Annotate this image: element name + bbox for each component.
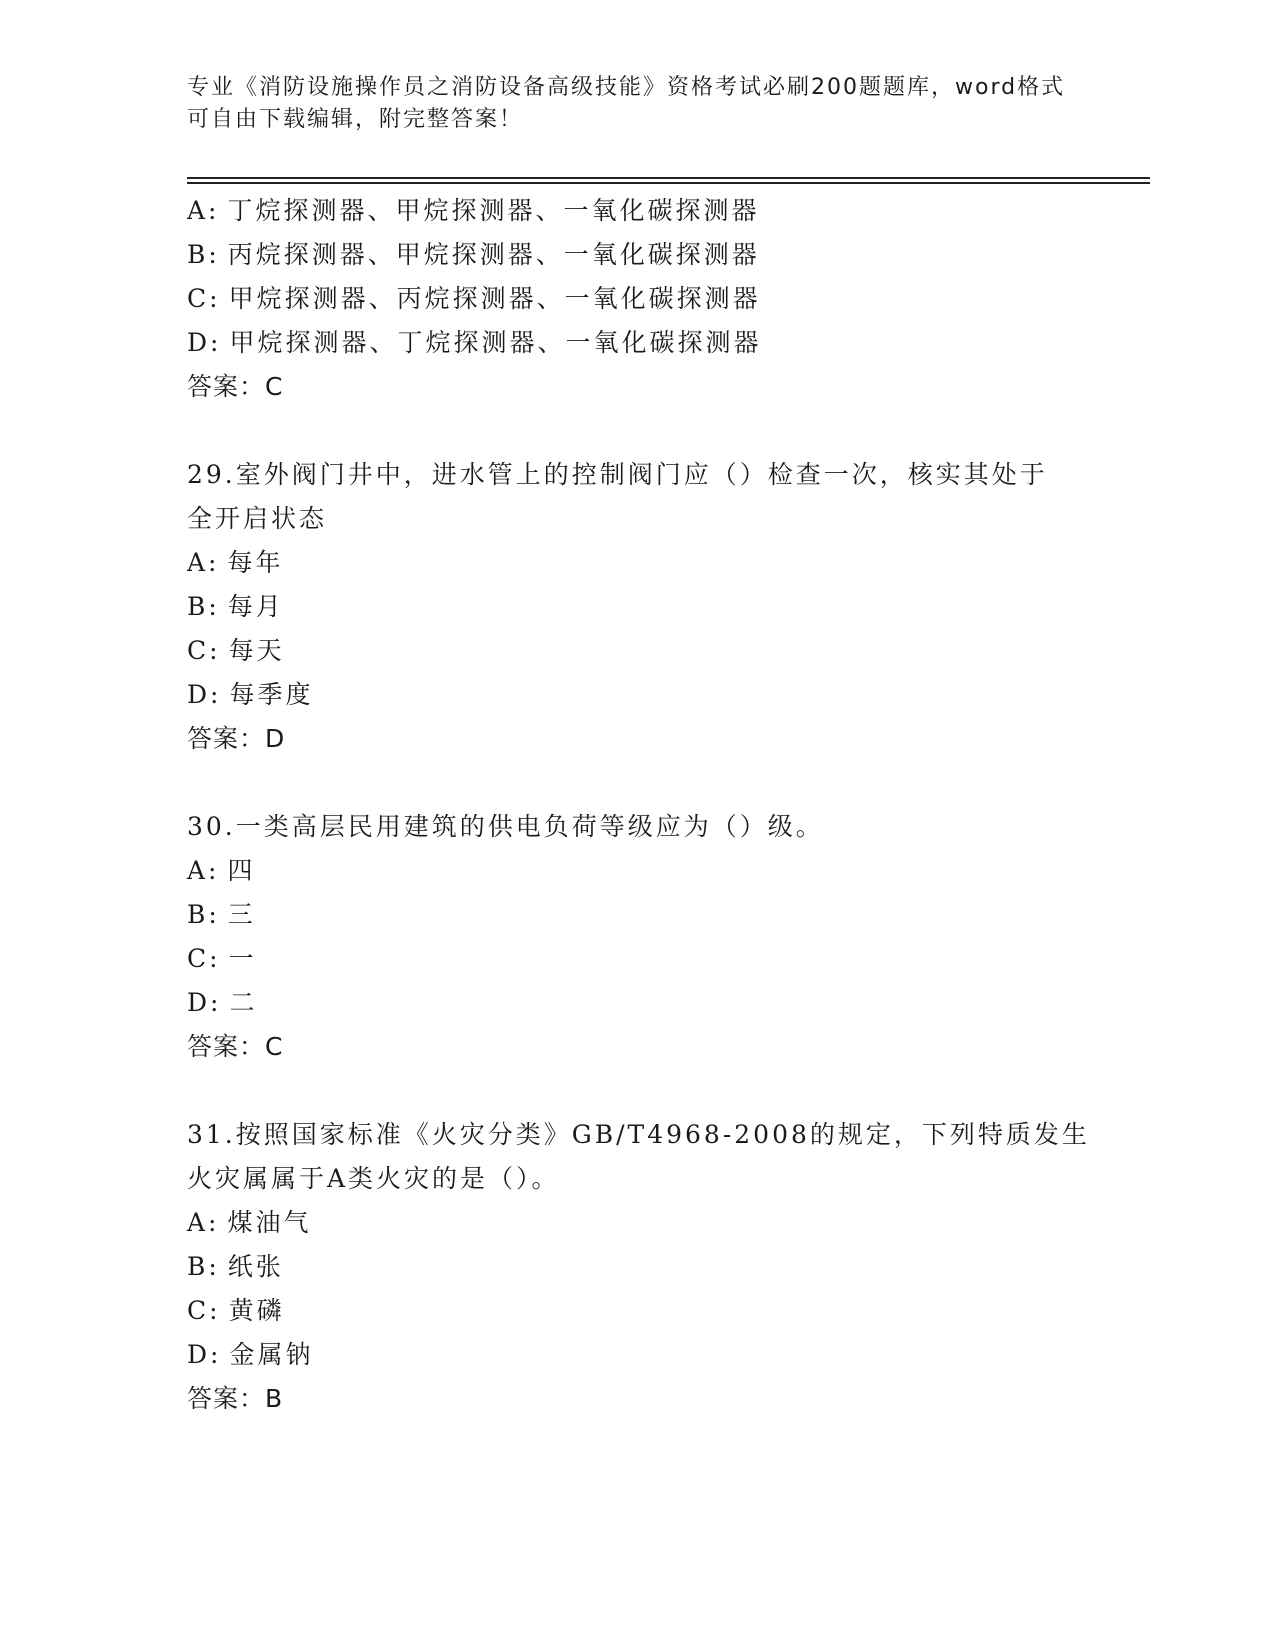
option-label: A: bbox=[187, 196, 220, 225]
q28-option-c bbox=[187, 284, 761, 314]
q30-option-d bbox=[187, 988, 257, 1018]
option-text: 一 bbox=[228, 944, 257, 973]
q31-stem-line-1: 31.按照国家标准《火灾分类》GB/T4968-2008的规定，下列特质发生 bbox=[187, 1120, 1090, 1149]
q29-answer: 答案：D bbox=[187, 724, 286, 753]
q29-option-b bbox=[187, 592, 284, 622]
header-divider-bottom bbox=[187, 182, 1150, 184]
q28-option-b bbox=[187, 240, 760, 270]
q29-option-c bbox=[187, 636, 285, 666]
option-label: A: bbox=[187, 1208, 220, 1237]
q31-option-b bbox=[187, 1252, 284, 1282]
option-text: 每季度 bbox=[229, 680, 314, 709]
option-label: C: bbox=[187, 636, 221, 665]
q29-stem-line-2: 全开启状态 bbox=[187, 504, 328, 533]
q31-option-d bbox=[187, 1340, 313, 1370]
option-text: 四 bbox=[227, 856, 256, 885]
option-label: D: bbox=[187, 988, 222, 1017]
option-text: 每年 bbox=[227, 548, 284, 577]
q31-option-a bbox=[187, 1208, 312, 1238]
q31-answer: 答案：B bbox=[187, 1384, 284, 1413]
option-label: C: bbox=[187, 944, 221, 973]
option-label: D: bbox=[187, 1340, 222, 1369]
q28-option-d bbox=[187, 328, 761, 358]
option-label: C: bbox=[187, 284, 221, 313]
option-text: 丁烷探测器、甲烷探测器、一氧化碳探测器 bbox=[227, 196, 760, 225]
q31-option-c bbox=[187, 1296, 285, 1326]
option-text: 二 bbox=[229, 988, 258, 1017]
option-label: A: bbox=[187, 856, 220, 885]
option-text: 每月 bbox=[227, 592, 284, 621]
q30-answer: 答案：C bbox=[187, 1032, 284, 1061]
option-label: B: bbox=[187, 592, 220, 621]
option-text: 煤油气 bbox=[227, 1208, 312, 1237]
q31-stem-line-2: 火灾属属于A类火灾的是（）。 bbox=[187, 1164, 560, 1193]
option-text: 纸张 bbox=[227, 1252, 284, 1281]
q30-option-a bbox=[187, 856, 256, 886]
option-label: D: bbox=[187, 680, 222, 709]
q30-stem-line-1: 30.一类高层民用建筑的供电负荷等级应为（）级。 bbox=[187, 812, 824, 841]
option-text: 黄磷 bbox=[228, 1296, 285, 1325]
q28-answer: 答案：C bbox=[187, 372, 284, 401]
option-label: D: bbox=[187, 328, 222, 357]
option-text: 三 bbox=[227, 900, 256, 929]
q29-option-a bbox=[187, 548, 284, 578]
option-label: B: bbox=[187, 900, 220, 929]
q30-option-c bbox=[187, 944, 257, 974]
q28-option-a bbox=[187, 196, 760, 226]
q29-stem-line-1: 29.室外阀门井中，进水管上的控制阀门应（）检查一次，核实其处于 bbox=[187, 460, 1048, 489]
option-text: 金属钠 bbox=[229, 1340, 314, 1369]
option-label: A: bbox=[187, 548, 220, 577]
q29-option-d bbox=[187, 680, 313, 710]
document-header: 专业《消防设施操作员之消防设备高级技能》资格考试必刷200题题库，word格式可自由下载编辑，附完整答案！ bbox=[187, 75, 1066, 132]
option-label: B: bbox=[187, 240, 220, 269]
option-label: C: bbox=[187, 1296, 221, 1325]
option-text: 甲烷探测器、丙烷探测器、一氧化碳探测器 bbox=[228, 284, 761, 313]
q30-option-b bbox=[187, 900, 256, 930]
option-text: 每天 bbox=[228, 636, 285, 665]
option-text: 甲烷探测器、丁烷探测器、一氧化碳探测器 bbox=[229, 328, 762, 357]
header-divider-top bbox=[187, 177, 1150, 179]
option-label: B: bbox=[187, 1252, 220, 1281]
option-text: 丙烷探测器、甲烷探测器、一氧化碳探测器 bbox=[227, 240, 760, 269]
